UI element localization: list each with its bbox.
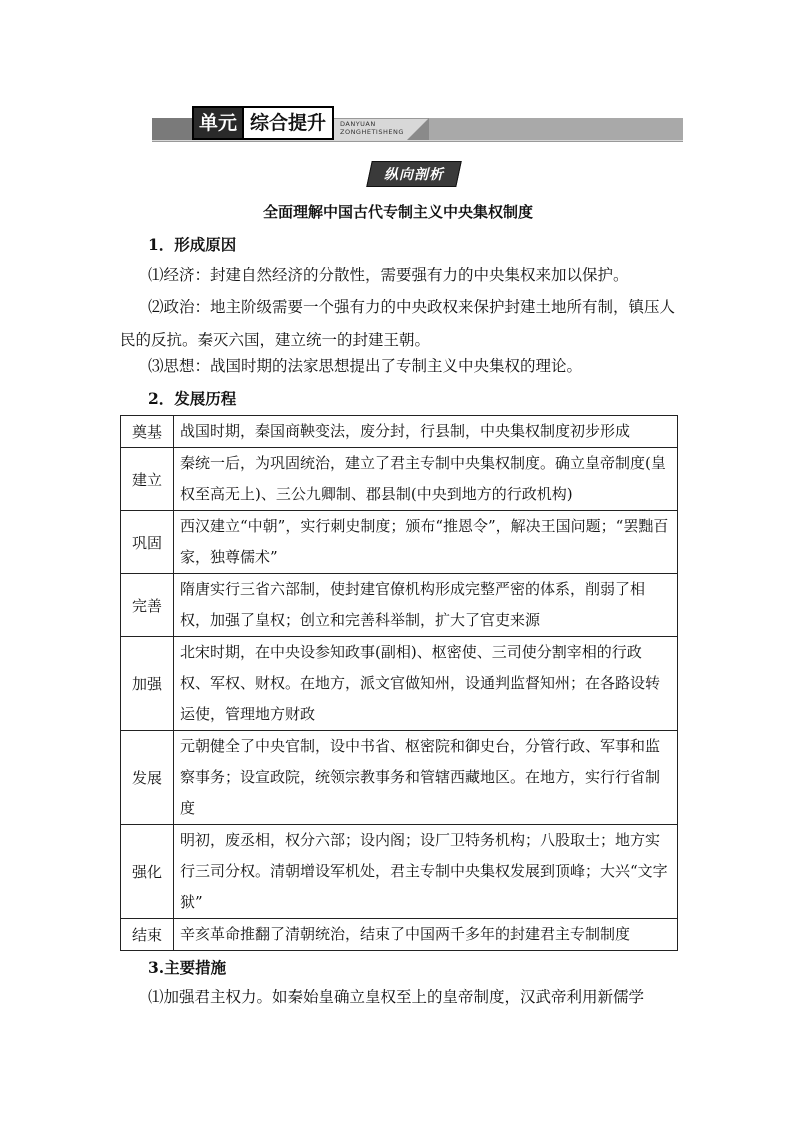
table-row [121,448,678,511]
stage-cell: 结束 [121,919,174,951]
section1-politics: ⑵政治：地主阶级需要一个强有力的中央政权来保护封建土地所有制，镇压人民的反抗。秦灭六国，建立统一的封建王朝。 [120,298,676,349]
table-row [121,919,678,951]
description-cell: 秦统一后，为巩固统治，建立了君主专制中央集权制度。确立皇帝制度(皇权至高无上)、三公九卿制、郡县制(中央到地方的行政机构) [174,448,678,511]
table-row [121,825,678,919]
banner-title [192,106,334,140]
stage-cell: 巩固 [121,511,174,574]
description-cell: 战国时期，秦国商鞅变法，废分封，行县制，中央集权制度初步形成 [174,416,678,448]
section2-title: 2．发展历程 [148,389,237,408]
page-heading: 全面理解中国古代专制主义中央集权制度 [262,203,533,221]
section-tag [366,161,462,187]
section-tag-label: 纵向剖析 [384,167,444,183]
banner-pinyin [340,120,404,136]
stage-cell: 建立 [121,448,174,511]
description-cell: 明初，废丞相，权分六部；设内阁；设厂卫特务机构；八股取士；地方实行三司分权。清朝增设军机处，君主专制中央集权发展到顶峰；大兴“文字狱” [174,825,678,919]
section1-title: 1．形成原因 [148,235,237,254]
section1-thought: ⑶思想：战国时期的法家思想提出了专制主义中央集权的理论。 [148,357,583,375]
banner-pinyin-line2: ZONGHETISHENG [340,128,404,136]
banner-gray-band [429,118,683,140]
description-cell: 元朝健全了中央官制，设中书省、枢密院和御史台，分管行政、军事和监察事务；设宣政院，统领宗教事务和管辖西藏地区。在地方，实行行省制度 [174,731,678,825]
banner-title-review: 综合提升 [244,106,334,140]
stage-cell: 发展 [121,731,174,825]
table-row [121,574,678,637]
description-cell: 北宋时期，在中央设参知政事(副相)、枢密使、三司使分割宰相的行政权、军权、财权。在地方，派文官做知州，设通判监督知州；在各路设转运使，管理地方财政 [174,637,678,731]
table-row [121,416,678,448]
table-row [121,731,678,825]
section3-title: 3.主要措施 [148,958,227,977]
table-row [121,511,678,574]
banner-pinyin-line1: DANYUAN [340,120,376,128]
stage-cell: 强化 [121,825,174,919]
development-table [120,415,678,951]
section1-economy: ⑴经济：封建自然经济的分散性，需要强有力的中央集权来加以保护。 [148,266,629,284]
table-row [121,637,678,731]
description-cell: 辛亥革命推翻了清朝统治，结束了中国两千多年的封建君主专制制度 [174,919,678,951]
section3-measure1: ⑴加强君主权力。如秦始皇确立皇权至上的皇帝制度，汉武帝利用新儒学 [148,988,645,1006]
stage-cell: 加强 [121,637,174,731]
unit-banner [152,100,683,142]
description-cell: 隋唐实行三省六部制，使封建官僚机构形成完整严密的体系，削弱了相权，加强了皇权；创立和完善科举制，扩大了官吏来源 [174,574,678,637]
description-cell: 西汉建立“中朝”，实行刺史制度；颁布“推恩令”，解决王国问题；“罢黜百家，独尊儒术” [174,511,678,574]
stage-cell: 完善 [121,574,174,637]
stage-cell: 奠基 [121,416,174,448]
banner-slant-decoration [407,118,429,140]
banner-dark-strip [152,118,192,140]
banner-title-unit: 单元 [192,106,244,140]
